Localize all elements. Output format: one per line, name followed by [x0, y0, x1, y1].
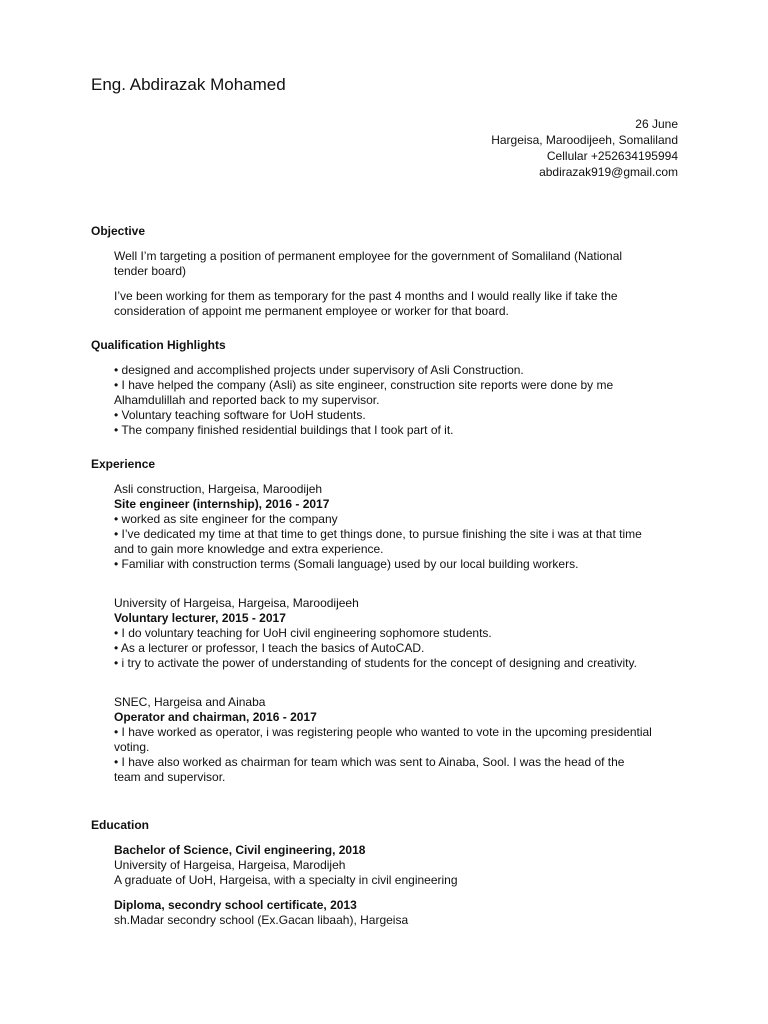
degree-title: Bachelor of Science, Civil engineering, 2018 [114, 843, 366, 857]
education-detail: sh.Madar secondry school (Ex.Gacan libaah), Hargeisa [114, 913, 409, 927]
experience-org: SNEC, Hargeisa and Ainaba [114, 695, 266, 709]
list-item: • I’ve dedicated my time at that time to get things done, to pursue finishing the site i was at that time [114, 527, 642, 541]
list-item: • I have also worked as chairman for team which was sent to Ainaba, Sool. I was the head of the [114, 755, 625, 769]
section-heading-experience: Experience [91, 457, 156, 471]
applicant-name: Eng. Abdirazak Mohamed [91, 75, 286, 94]
list-item: Alhamdulillah and reported back to my supervisor. [114, 393, 380, 407]
objective-text-line: tender board) [114, 264, 187, 278]
objective-section [91, 224, 681, 319]
section-heading-education: Education [91, 818, 150, 832]
experience-section [91, 457, 681, 785]
education-detail: University of Hargeisa, Hargeisa, Marodijeh [114, 858, 346, 872]
list-item: team and supervisor. [114, 770, 226, 784]
experience-entry [114, 482, 681, 572]
experience-title: Voluntary lecturer, 2015 - 2017 [114, 611, 286, 625]
objective-body [114, 249, 681, 319]
objective-text-line: Well I’m targeting a position of permanent employee for the government of Somaliland (National [114, 249, 623, 263]
education-entry [114, 843, 681, 888]
list-item: and to gain more knowledge and extra experience. [114, 542, 384, 556]
education-section [91, 818, 681, 928]
degree-title: Diploma, secondry school certificate, 2013 [114, 898, 357, 912]
list-item: • i try to activate the power of understanding of students for the concept of designing and creativity. [114, 656, 637, 670]
education-entry [114, 898, 681, 928]
experience-entry [114, 695, 681, 785]
contact-phone: Cellular +252634195994 [546, 149, 678, 163]
experience-org: Asli construction, Hargeisa, Maroodijeh [114, 482, 323, 496]
list-item: • Familiar with construction terms (Somali language) used by our local building workers. [114, 557, 579, 571]
list-item: voting. [114, 740, 150, 754]
list-item: • I have worked as operator, i was registering people who wanted to vote in the upcoming presidential [114, 725, 652, 739]
contact-address: Hargeisa, Maroodijeeh, Somaliland [491, 133, 678, 147]
list-item: • The company finished residential buildings that I took part of it. [114, 423, 454, 437]
section-heading-objective: Objective [91, 224, 146, 238]
objective-text-line: I’ve been working for them as temporary for the past 4 months and I would really like if take the [114, 289, 618, 303]
highlights-section [91, 338, 681, 438]
highlights-list [114, 363, 681, 438]
contact-email: abdirazak919@gmail.com [539, 165, 678, 179]
section-heading-highlights: Qualification Highlights [91, 338, 226, 352]
experience-title: Operator and chairman, 2016 - 2017 [114, 710, 317, 724]
objective-text-line: consideration of appoint me permanent employee or worker for that board. [114, 304, 509, 318]
experience-title: Site engineer (internship), 2016 - 2017 [114, 497, 330, 511]
list-item: • Voluntary teaching software for UoH students. [114, 408, 366, 422]
experience-org: University of Hargeisa, Hargeisa, Maroodijeeh [114, 596, 359, 610]
list-item: • I have helped the company (Asli) as site engineer, construction site reports were done by me [114, 378, 614, 392]
list-item: • I do voluntary teaching for UoH civil engineering sophomore students. [114, 626, 492, 640]
list-item: • worked as site engineer for the company [114, 512, 338, 526]
contact-block [491, 116, 678, 180]
list-item: • designed and accomplished projects under supervisory of Asli Construction. [114, 363, 524, 377]
contact-date: 26 June [635, 117, 678, 131]
education-detail: A graduate of UoH, Hargeisa, with a specialty in civil engineering [114, 873, 458, 887]
list-item: • As a lecturer or professor, I teach the basics of AutoCAD. [114, 641, 425, 655]
experience-entry [114, 596, 681, 671]
